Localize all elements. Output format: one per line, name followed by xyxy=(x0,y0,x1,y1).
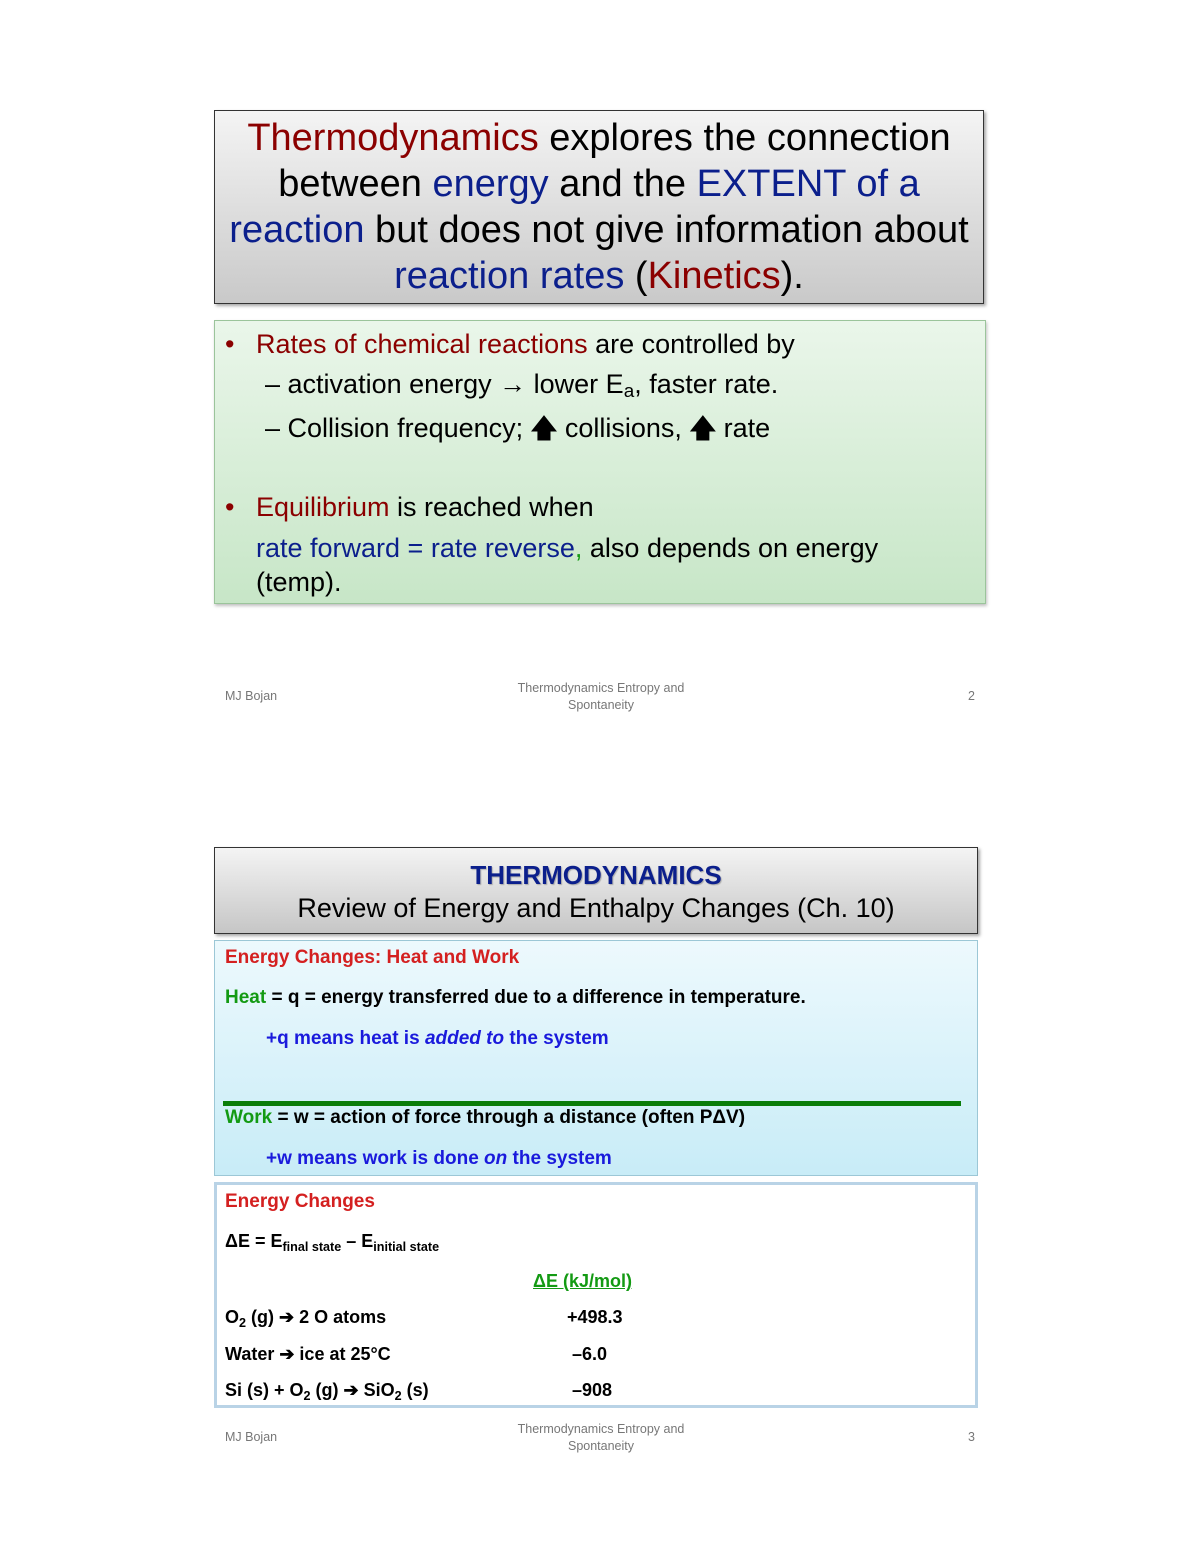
subbullet-text: activation energy → lower E xyxy=(280,369,624,399)
reaction-text: (s) xyxy=(401,1380,429,1400)
bullet-highlight: Rates of chemical reactions xyxy=(255,329,588,359)
arrow-up-icon: 🡅 xyxy=(689,414,717,444)
reaction-text: (g) ➔ 2 O atoms xyxy=(246,1307,387,1327)
column-header-delta-e: ΔE (kJ/mol) xyxy=(533,1271,632,1291)
page-number: 3 xyxy=(968,1430,975,1444)
slide2-title: THERMODYNAMICS xyxy=(470,860,722,890)
footer-title-line: Spontaneity xyxy=(567,698,635,712)
work-definition xyxy=(225,1107,745,1129)
title-word: EXTENT of a xyxy=(696,163,920,205)
divider-line xyxy=(223,1101,961,1106)
comma: , xyxy=(574,533,583,563)
equilibrium-line3: (temp). xyxy=(256,567,342,597)
footer-title xyxy=(481,1421,721,1455)
footer-title-line: Spontaneity xyxy=(567,1439,635,1453)
reaction-text: Water ➔ ice at 25°C xyxy=(225,1344,391,1364)
reaction-row xyxy=(225,1344,391,1365)
slide1-title-text xyxy=(229,115,968,299)
subbullet-text: rate xyxy=(716,413,771,443)
energy-changes-box xyxy=(214,1182,978,1408)
heat-definition xyxy=(225,987,806,1009)
bullet-text: are controlled by xyxy=(587,329,795,359)
footer-title-line: Thermodynamics Entropy and xyxy=(517,681,685,695)
bullet-text: is reached when xyxy=(389,492,594,522)
reaction-value: –6.0 xyxy=(572,1344,608,1364)
w-text: the system xyxy=(507,1148,612,1169)
slide2-subtitle: Review of Energy and Enthalpy Changes (Ch. 10) xyxy=(297,893,895,923)
bullet-marker: • xyxy=(225,329,235,359)
w-text: +w means work is done xyxy=(266,1148,485,1169)
bullet-rates xyxy=(225,329,795,360)
heat-work-heading: Energy Changes: Heat and Work xyxy=(225,947,520,968)
title-word: reaction xyxy=(229,209,365,251)
reaction-row xyxy=(225,1380,429,1403)
slide1-title-box xyxy=(214,110,984,304)
energy-changes-heading: Energy Changes xyxy=(225,1191,375,1212)
reaction-row xyxy=(225,1307,386,1330)
heat-def-text: = q = energy transferred due to a difference in temperature. xyxy=(266,987,806,1008)
title-word: and the xyxy=(548,163,697,205)
subbullet-activation xyxy=(265,369,778,403)
bullet-text: also depends on energy xyxy=(582,533,879,563)
subbullet-text: Collision frequency; xyxy=(280,413,531,443)
subbullet-text: collisions, xyxy=(557,413,690,443)
slide2-title-box xyxy=(214,847,978,934)
slide1-content-box xyxy=(214,320,986,604)
title-word: between xyxy=(278,163,433,205)
subscript: a xyxy=(623,381,635,402)
dash: – xyxy=(265,413,281,443)
title-word: ). xyxy=(780,255,804,297)
footer-title-line: Thermodynamics Entropy and xyxy=(517,1422,685,1436)
subbullet-text: , faster rate. xyxy=(634,369,779,399)
heat-work-box xyxy=(214,940,978,1176)
arrow-up-icon: 🡅 xyxy=(530,414,558,444)
title-word: Kinetics xyxy=(647,255,781,297)
title-word: but does not give information about xyxy=(364,209,969,251)
equilibrium-line2 xyxy=(256,533,878,564)
bullet-marker: • xyxy=(225,492,235,522)
q-text: +q means heat is xyxy=(266,1028,425,1049)
bullet-highlight: Equilibrium xyxy=(255,492,390,522)
footer-author: MJ Bojan xyxy=(225,689,278,703)
reaction-subscript: 2 xyxy=(239,1316,247,1330)
w-meaning xyxy=(266,1148,612,1170)
title-word: energy xyxy=(432,163,549,205)
bullet-highlight: rate forward = rate reverse xyxy=(256,533,575,563)
heat-label: Heat xyxy=(225,987,267,1008)
reaction-value: +498.3 xyxy=(567,1307,623,1327)
reaction-text: (g) ➔ SiO xyxy=(310,1380,395,1400)
footer-author: MJ Bojan xyxy=(225,1430,278,1444)
footer-title xyxy=(481,680,721,714)
reaction-subscript: 2 xyxy=(394,1389,402,1403)
formula-subscript: initial state xyxy=(373,1240,440,1254)
reaction-text: O xyxy=(225,1307,240,1327)
title-word: reaction rates xyxy=(394,255,625,297)
formula-part: – E xyxy=(341,1231,374,1251)
reaction-value: –908 xyxy=(572,1380,613,1400)
q-text: the system xyxy=(504,1028,609,1049)
formula-subscript: final state xyxy=(282,1240,342,1254)
page-number: 2 xyxy=(968,689,975,703)
formula-part: ΔE = E xyxy=(225,1231,283,1251)
dash: – xyxy=(265,369,281,399)
title-word: Thermodynamics xyxy=(247,117,539,159)
title-word: ( xyxy=(624,255,648,297)
q-emphasis: added to xyxy=(424,1028,505,1049)
w-emphasis: on xyxy=(484,1148,508,1169)
reaction-text: Si (s) + O xyxy=(225,1380,304,1400)
subbullet-collision xyxy=(265,410,770,454)
work-label: Work xyxy=(225,1107,273,1128)
reaction-subscript: 2 xyxy=(303,1389,311,1403)
q-meaning xyxy=(266,1028,609,1050)
title-word: explores the connection xyxy=(538,117,951,159)
bullet-equilibrium xyxy=(225,492,594,523)
work-def-text: = w = action of force through a distance (often PΔV) xyxy=(272,1107,746,1128)
delta-e-formula xyxy=(225,1231,439,1254)
